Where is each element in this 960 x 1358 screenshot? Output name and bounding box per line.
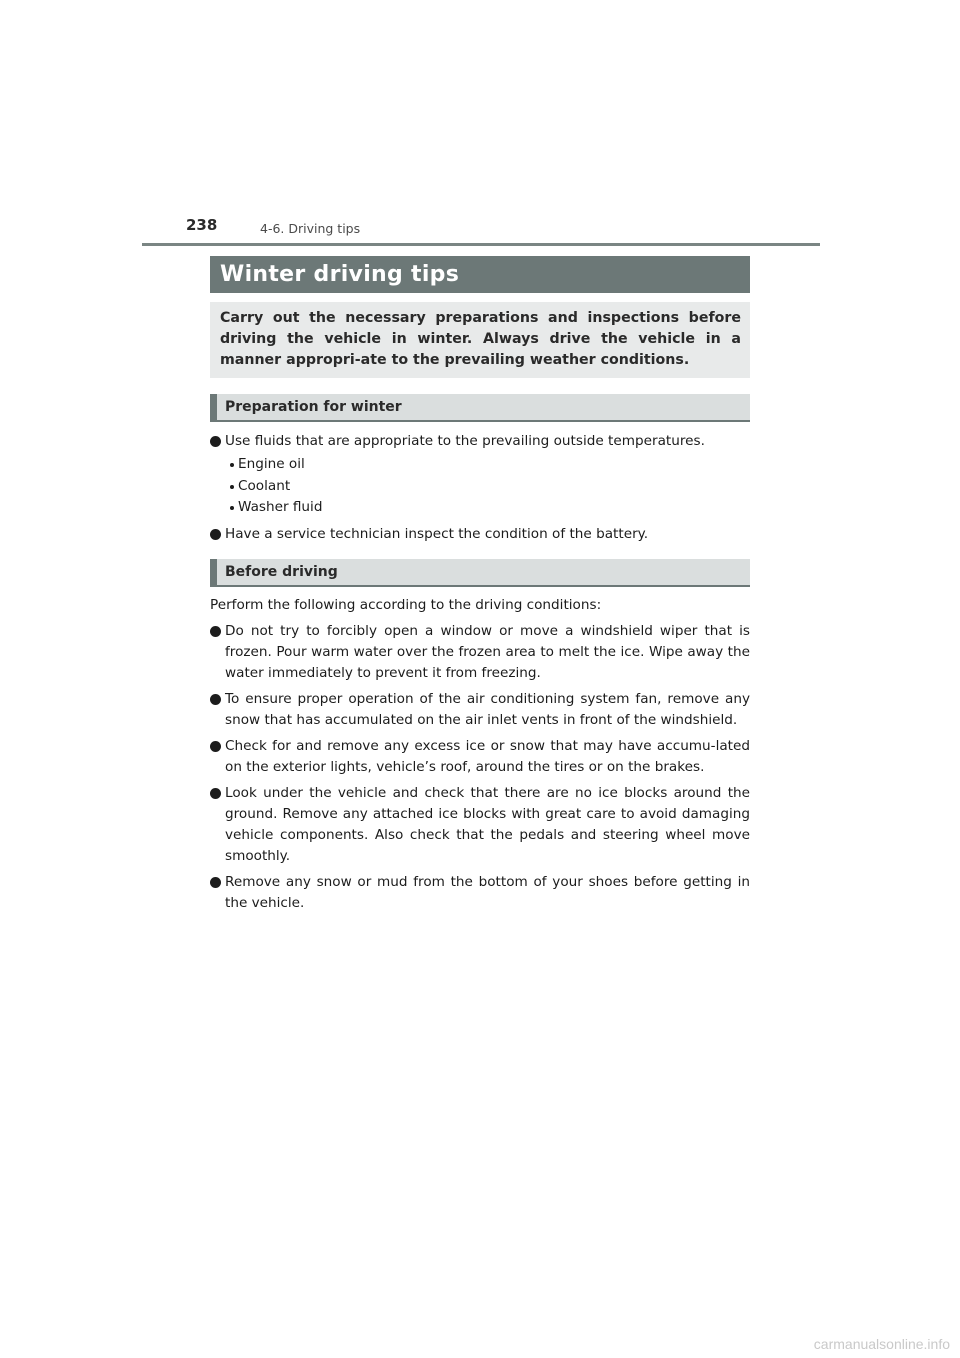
header-rule	[142, 243, 820, 246]
list-item: Check for and remove any excess ice or snow that may have accumu-lated on the exterior lights, vehicle’s roof, around the tires or on the brakes.	[210, 736, 750, 778]
list-item: Do not try to forcibly open a window or move a windshield wiper that is frozen. Pour warm water over the frozen area to melt the ice. Wipe away the water immediately to prevent it from freezing.	[210, 621, 750, 684]
before-driving-heading: Before driving	[210, 559, 750, 587]
list-item: Have a service technician inspect the condition of the battery.	[210, 524, 750, 545]
list-item: Engine oil	[230, 454, 750, 476]
list-item: Coolant	[230, 476, 750, 498]
before-driving-intro: Perform the following according to the driving conditions:	[210, 596, 602, 613]
watermark: carmanualsonline.info	[813, 1336, 950, 1352]
fluid-list	[210, 454, 750, 519]
intro-box: Carry out the necessary preparations and inspections before driving the vehicle in winter. Always drive the vehicle in a manner appropri-ate to the prevailing weather conditions.	[210, 302, 750, 378]
preparation-heading: Preparation for winter	[210, 394, 750, 422]
page-title: Winter driving tips	[210, 256, 750, 293]
list-item: To ensure proper operation of the air conditioning system fan, remove any snow that has accumulated on the air inlet vents in front of the windshield.	[210, 689, 750, 731]
page-number: 238	[186, 216, 218, 234]
page-content	[210, 256, 750, 914]
list-item: Use fluids that are appropriate to the prevailing outside temperatures.	[210, 431, 750, 452]
section-label: 4-6. Driving tips	[260, 221, 361, 236]
list-item: Washer fluid	[230, 497, 750, 519]
list-item: Remove any snow or mud from the bottom of your shoes before getting in the vehicle.	[210, 872, 750, 914]
list-item: Look under the vehicle and check that there are no ice blocks around the ground. Remove any attached ice blocks with great care to avoid damaging vehicle components. Also check that the pedals and steering wheel move smoothly.	[210, 783, 750, 867]
